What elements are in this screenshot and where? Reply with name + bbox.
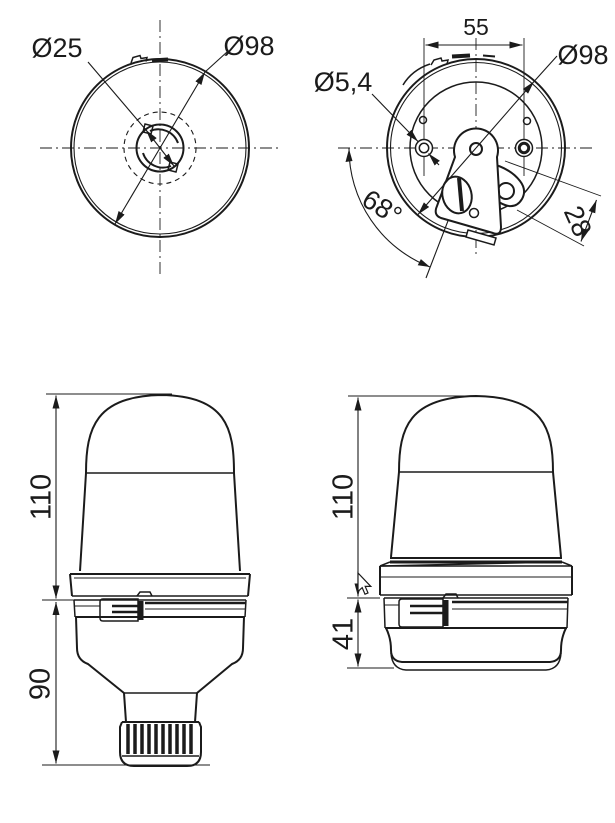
dim-d98-arrow-b [115,148,160,224]
lower-housing [386,628,566,662]
pilot-hole-left [420,117,427,124]
thread-adapter-outline [120,722,201,766]
rim-tab-icon [452,56,470,57]
dim-d25-arrow-b [160,148,174,166]
bracket-arm-hole [498,183,514,199]
dim-label-lower-height: 90 [24,667,57,701]
side-view-tube-mount-group [25,394,250,766]
top-view-group [31,20,282,277]
lens-walls [391,472,561,557]
lens-walls [80,473,240,571]
dim-d25-arrow-a [146,130,160,148]
dim-d98-arrow-a [160,72,205,148]
side-view-surface-mount-group [328,396,572,670]
dim-d54-stub [429,154,440,166]
dim-label-bracket-angle: 68° [356,183,408,232]
dim-label-hole-spacing: 55 [463,14,489,41]
dim-d54-leader [372,94,418,142]
rim-tab2-icon [483,56,495,57]
pilot-hole-right [524,118,531,125]
bayonet-slot-lower [143,153,171,168]
latch-prongs [410,606,445,613]
dim-label-outer-diameter: Ø98 [557,40,609,71]
thread-knurling [128,724,191,754]
dim-label-hole-diameter: Ø5,4 [313,67,373,98]
dim-label-upper-height: 110 [327,473,360,521]
dome-outline [399,396,553,472]
latch-prongs [112,606,140,612]
dim-label-outer-diameter: Ø98 [223,31,275,62]
dim-d25-leader [88,62,146,130]
flange-sides [70,574,250,596]
dim-label-lower-height: 41 [327,617,360,651]
mouse-cursor-icon [358,573,371,594]
dim-label-upper-height: 110 [25,473,58,521]
dim-label-bracket-offset: 28 [557,201,598,242]
dim-d98-arrow-a [476,82,534,149]
angle-arc-arrow-top [346,149,353,162]
bottom-view-group [314,14,609,278]
mounting-hole-left-ring [416,140,433,157]
rim-tab-icon [152,60,168,61]
angle-arc-arrow-bottom [418,259,430,267]
dome-outline [86,395,234,473]
flange-sides [380,566,572,595]
lower-housing [76,617,244,693]
neck-walls [124,693,197,722]
dim-d98-leader [534,56,557,82]
dim-label-inner-diameter: Ø25 [31,33,83,64]
